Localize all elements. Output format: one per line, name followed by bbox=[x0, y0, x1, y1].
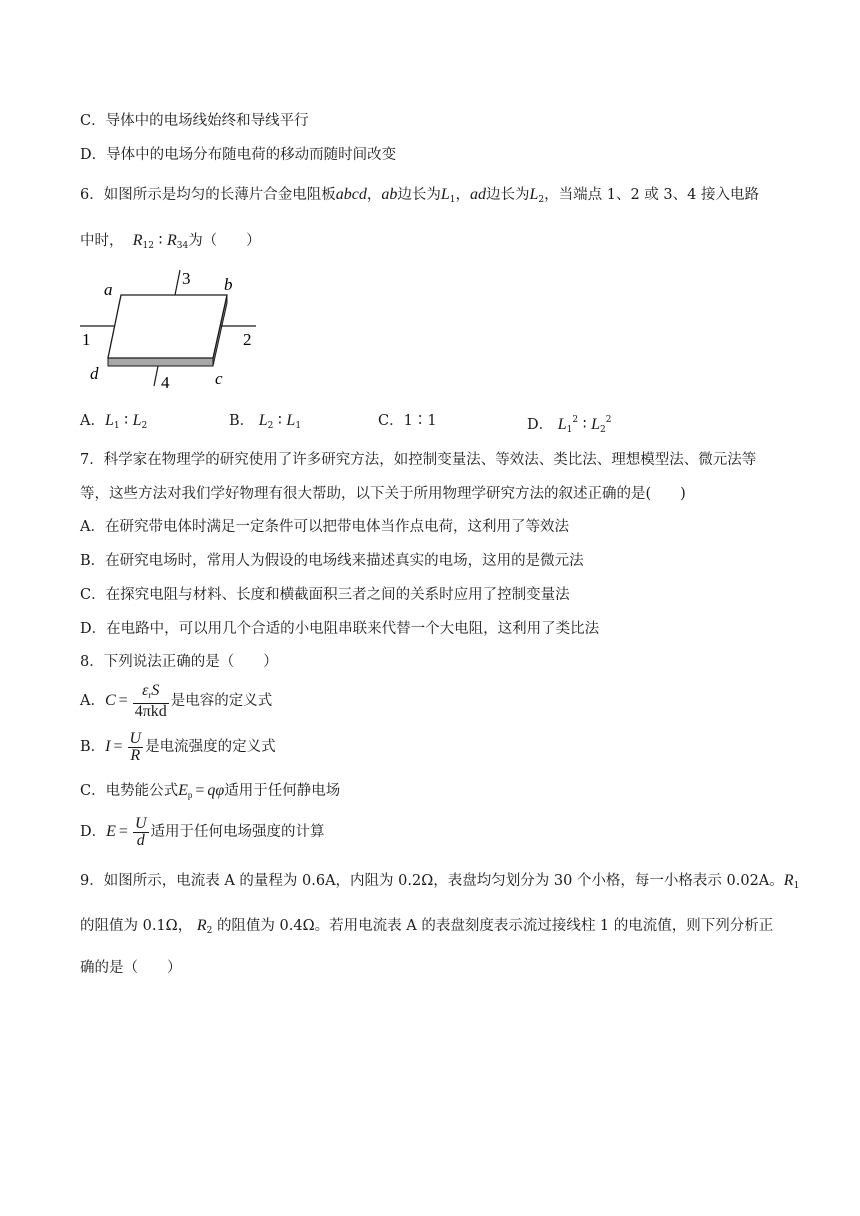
q9-stem-line1 bbox=[80, 871, 799, 896]
q9-text: 的阻值为 0.4Ω。若用电流表 A 的表盘刻度表示流过接线柱 1 的电流值，则下列分析正 bbox=[216, 918, 774, 934]
option-var: L bbox=[286, 412, 296, 429]
option-sub: 1 bbox=[113, 421, 120, 431]
formula-var: S bbox=[151, 682, 160, 699]
q9-stem-line2 bbox=[80, 916, 773, 941]
q6-text: 边长为 bbox=[485, 187, 530, 203]
option-var: L bbox=[258, 412, 268, 429]
q8-option-a bbox=[80, 683, 272, 720]
terminal-4-wire bbox=[154, 366, 158, 386]
q6-R34-sub: 34 bbox=[176, 241, 189, 251]
option-var: L bbox=[132, 412, 142, 429]
label-3: 3 bbox=[182, 269, 191, 288]
option-prefix: B． bbox=[229, 413, 255, 429]
q7-option-c: C．在探究电阻与材料、长度和横截面积三者之间的关系时应用了控制变量法 bbox=[80, 587, 570, 603]
option-text: 适用于任何静电场 bbox=[224, 783, 341, 799]
fraction-numerator: U bbox=[134, 814, 147, 832]
q8-option-c bbox=[80, 781, 340, 805]
option-sup: 2 bbox=[605, 415, 612, 425]
option-prefix: A． bbox=[80, 693, 105, 710]
q6-text: 边长为 bbox=[397, 187, 441, 203]
q6-R34: R bbox=[166, 232, 177, 249]
q6-resistor-plate-figure bbox=[80, 262, 270, 392]
option-prefix: D． bbox=[527, 417, 554, 433]
formula-equals: = bbox=[195, 782, 205, 799]
formula-equals: = bbox=[113, 738, 123, 755]
q6-L1-sub: 1 bbox=[449, 195, 456, 205]
q9-text: 9．如图所示，电流表 A 的量程为 0.6A，内阻为 0.2Ω，表盘均匀划分为 30 个小格，每一小格表示 0.02A。 bbox=[80, 873, 784, 889]
q6-ratio: ∶ bbox=[158, 233, 163, 249]
label-b: b bbox=[224, 275, 233, 294]
q6-option-d bbox=[527, 410, 612, 440]
q6-L2: L bbox=[529, 186, 539, 203]
q6-option-a bbox=[80, 411, 147, 436]
q8-option-b bbox=[80, 730, 276, 764]
q6-stem-line1 bbox=[80, 185, 759, 210]
q5-option-d: D．导体中的电场分布随电荷的移动而随时间改变 bbox=[80, 147, 397, 163]
q6-text: ，当端点 1、2 或 3、4 接入电路 bbox=[544, 187, 759, 203]
formula-capacitance bbox=[104, 682, 171, 720]
option-ratio: ∶ bbox=[278, 413, 282, 429]
q7-stem-line2: 等，这些方法对我们学好物理有很大帮助，以下关于所用物理学研究方法的叙述正确的是( ) bbox=[80, 486, 686, 502]
fraction-numerator bbox=[133, 683, 169, 704]
formula-var: ε bbox=[142, 682, 149, 699]
formula-equals: = bbox=[118, 692, 128, 710]
q9-stem-line3: 确的是（ ） bbox=[80, 960, 182, 976]
option-prefix: B． bbox=[80, 739, 106, 755]
formula-var: C bbox=[104, 692, 116, 710]
label-a: a bbox=[104, 280, 113, 299]
q7-stem-line1: 7．科学家在物理学的研究使用了许多研究方法，如控制变量法、等效法、类比法、理想模型法、微元法等 bbox=[80, 452, 757, 468]
formula-var: qφ bbox=[207, 782, 225, 799]
q6-L2-sub: 2 bbox=[538, 195, 545, 205]
formula-var: I bbox=[105, 738, 111, 755]
label-1: 1 bbox=[82, 330, 91, 349]
formula-fraction bbox=[128, 731, 144, 764]
formula-equals: = bbox=[118, 823, 128, 840]
formula-var: E bbox=[178, 782, 188, 799]
q9-text: 的阻值为 0.1Ω， bbox=[80, 918, 193, 934]
q8-stem: 8．下列说法正确的是（ ） bbox=[80, 654, 278, 670]
option-sub: 2 bbox=[600, 425, 606, 435]
option-ratio: ∶ bbox=[124, 413, 129, 429]
formula-fraction bbox=[133, 816, 149, 849]
q6-R12: R bbox=[132, 232, 143, 249]
q9-R2-sub: 2 bbox=[206, 926, 213, 936]
label-2: 2 bbox=[243, 330, 252, 349]
q6-option-c: C．1∶1 bbox=[378, 413, 437, 429]
option-sub: 1 bbox=[295, 421, 302, 431]
q6-stem-text: 6．如图所示是均匀的长薄片合金电阻板 bbox=[80, 187, 336, 203]
q6-sep: ， bbox=[455, 187, 470, 203]
option-prefix: A． bbox=[80, 413, 105, 429]
q9-R1: R bbox=[783, 872, 794, 889]
q7-option-d: D．在电路中，可以用几个合适的小电阻串联来代替一个大电阻，这利用了类比法 bbox=[80, 621, 600, 637]
q6-sep: ， bbox=[366, 187, 382, 203]
option-sub: 2 bbox=[267, 421, 274, 431]
option-prefix: D． bbox=[80, 824, 107, 840]
formula-sub: p bbox=[187, 790, 193, 800]
q8-option-d bbox=[80, 815, 325, 849]
option-text: 适用于任何电场强度的计算 bbox=[150, 824, 325, 840]
q6-abcd: abcd bbox=[335, 186, 367, 203]
formula-field-strength bbox=[106, 814, 150, 849]
formula-current bbox=[105, 729, 145, 764]
formula-sub: r bbox=[148, 690, 152, 700]
option-text: 是电容的定义式 bbox=[170, 693, 273, 710]
plate-face bbox=[108, 295, 227, 358]
option-var: L bbox=[591, 416, 601, 433]
fraction-denominator: d bbox=[136, 831, 145, 849]
q6-R12-sub: 12 bbox=[142, 241, 154, 251]
q6-ab: ab bbox=[381, 186, 398, 203]
q6-stem-line2 bbox=[80, 231, 261, 256]
option-ratio: ∶ bbox=[582, 417, 587, 433]
option-var: L bbox=[557, 416, 567, 433]
label-4: 4 bbox=[161, 373, 170, 392]
q6-text: 为（ ） bbox=[188, 233, 261, 249]
q9-R2: R bbox=[196, 917, 207, 934]
fraction-denominator: 4πkd bbox=[134, 703, 167, 720]
option-sub: 1 bbox=[566, 425, 573, 435]
formula-fraction bbox=[133, 683, 169, 720]
q6-text: 中时， bbox=[80, 233, 124, 249]
option-sub: 2 bbox=[141, 421, 148, 431]
q9-R1-sub: 1 bbox=[793, 881, 800, 891]
option-sup: 2 bbox=[572, 415, 579, 425]
option-var: L bbox=[104, 412, 114, 429]
label-c: c bbox=[215, 369, 223, 388]
fraction-denominator: R bbox=[130, 746, 141, 764]
q6-option-b bbox=[229, 411, 301, 436]
q6-L1: L bbox=[440, 186, 450, 203]
fraction-numerator: U bbox=[129, 729, 142, 747]
option-prefix: C．电势能公式 bbox=[80, 783, 179, 799]
q5-option-c: C．导体中的电场线始终和导线平行 bbox=[80, 113, 309, 129]
formula-var: E bbox=[106, 823, 116, 840]
formula-potential-energy bbox=[178, 782, 224, 799]
q7-option-b: B．在研究电场时，常用人为假设的电场线来描述真实的电场，这用的是微元法 bbox=[80, 553, 584, 569]
terminal-3-wire bbox=[175, 270, 180, 295]
plate-bottom-edge bbox=[108, 358, 213, 366]
option-text: 是电流强度的定义式 bbox=[145, 739, 276, 755]
q7-option-a: A．在研究带电体时满足一定条件可以把带电体当作点电荷，这利用了等效法 bbox=[80, 519, 569, 535]
label-d: d bbox=[90, 364, 99, 383]
q6-ad: ad bbox=[469, 186, 486, 203]
